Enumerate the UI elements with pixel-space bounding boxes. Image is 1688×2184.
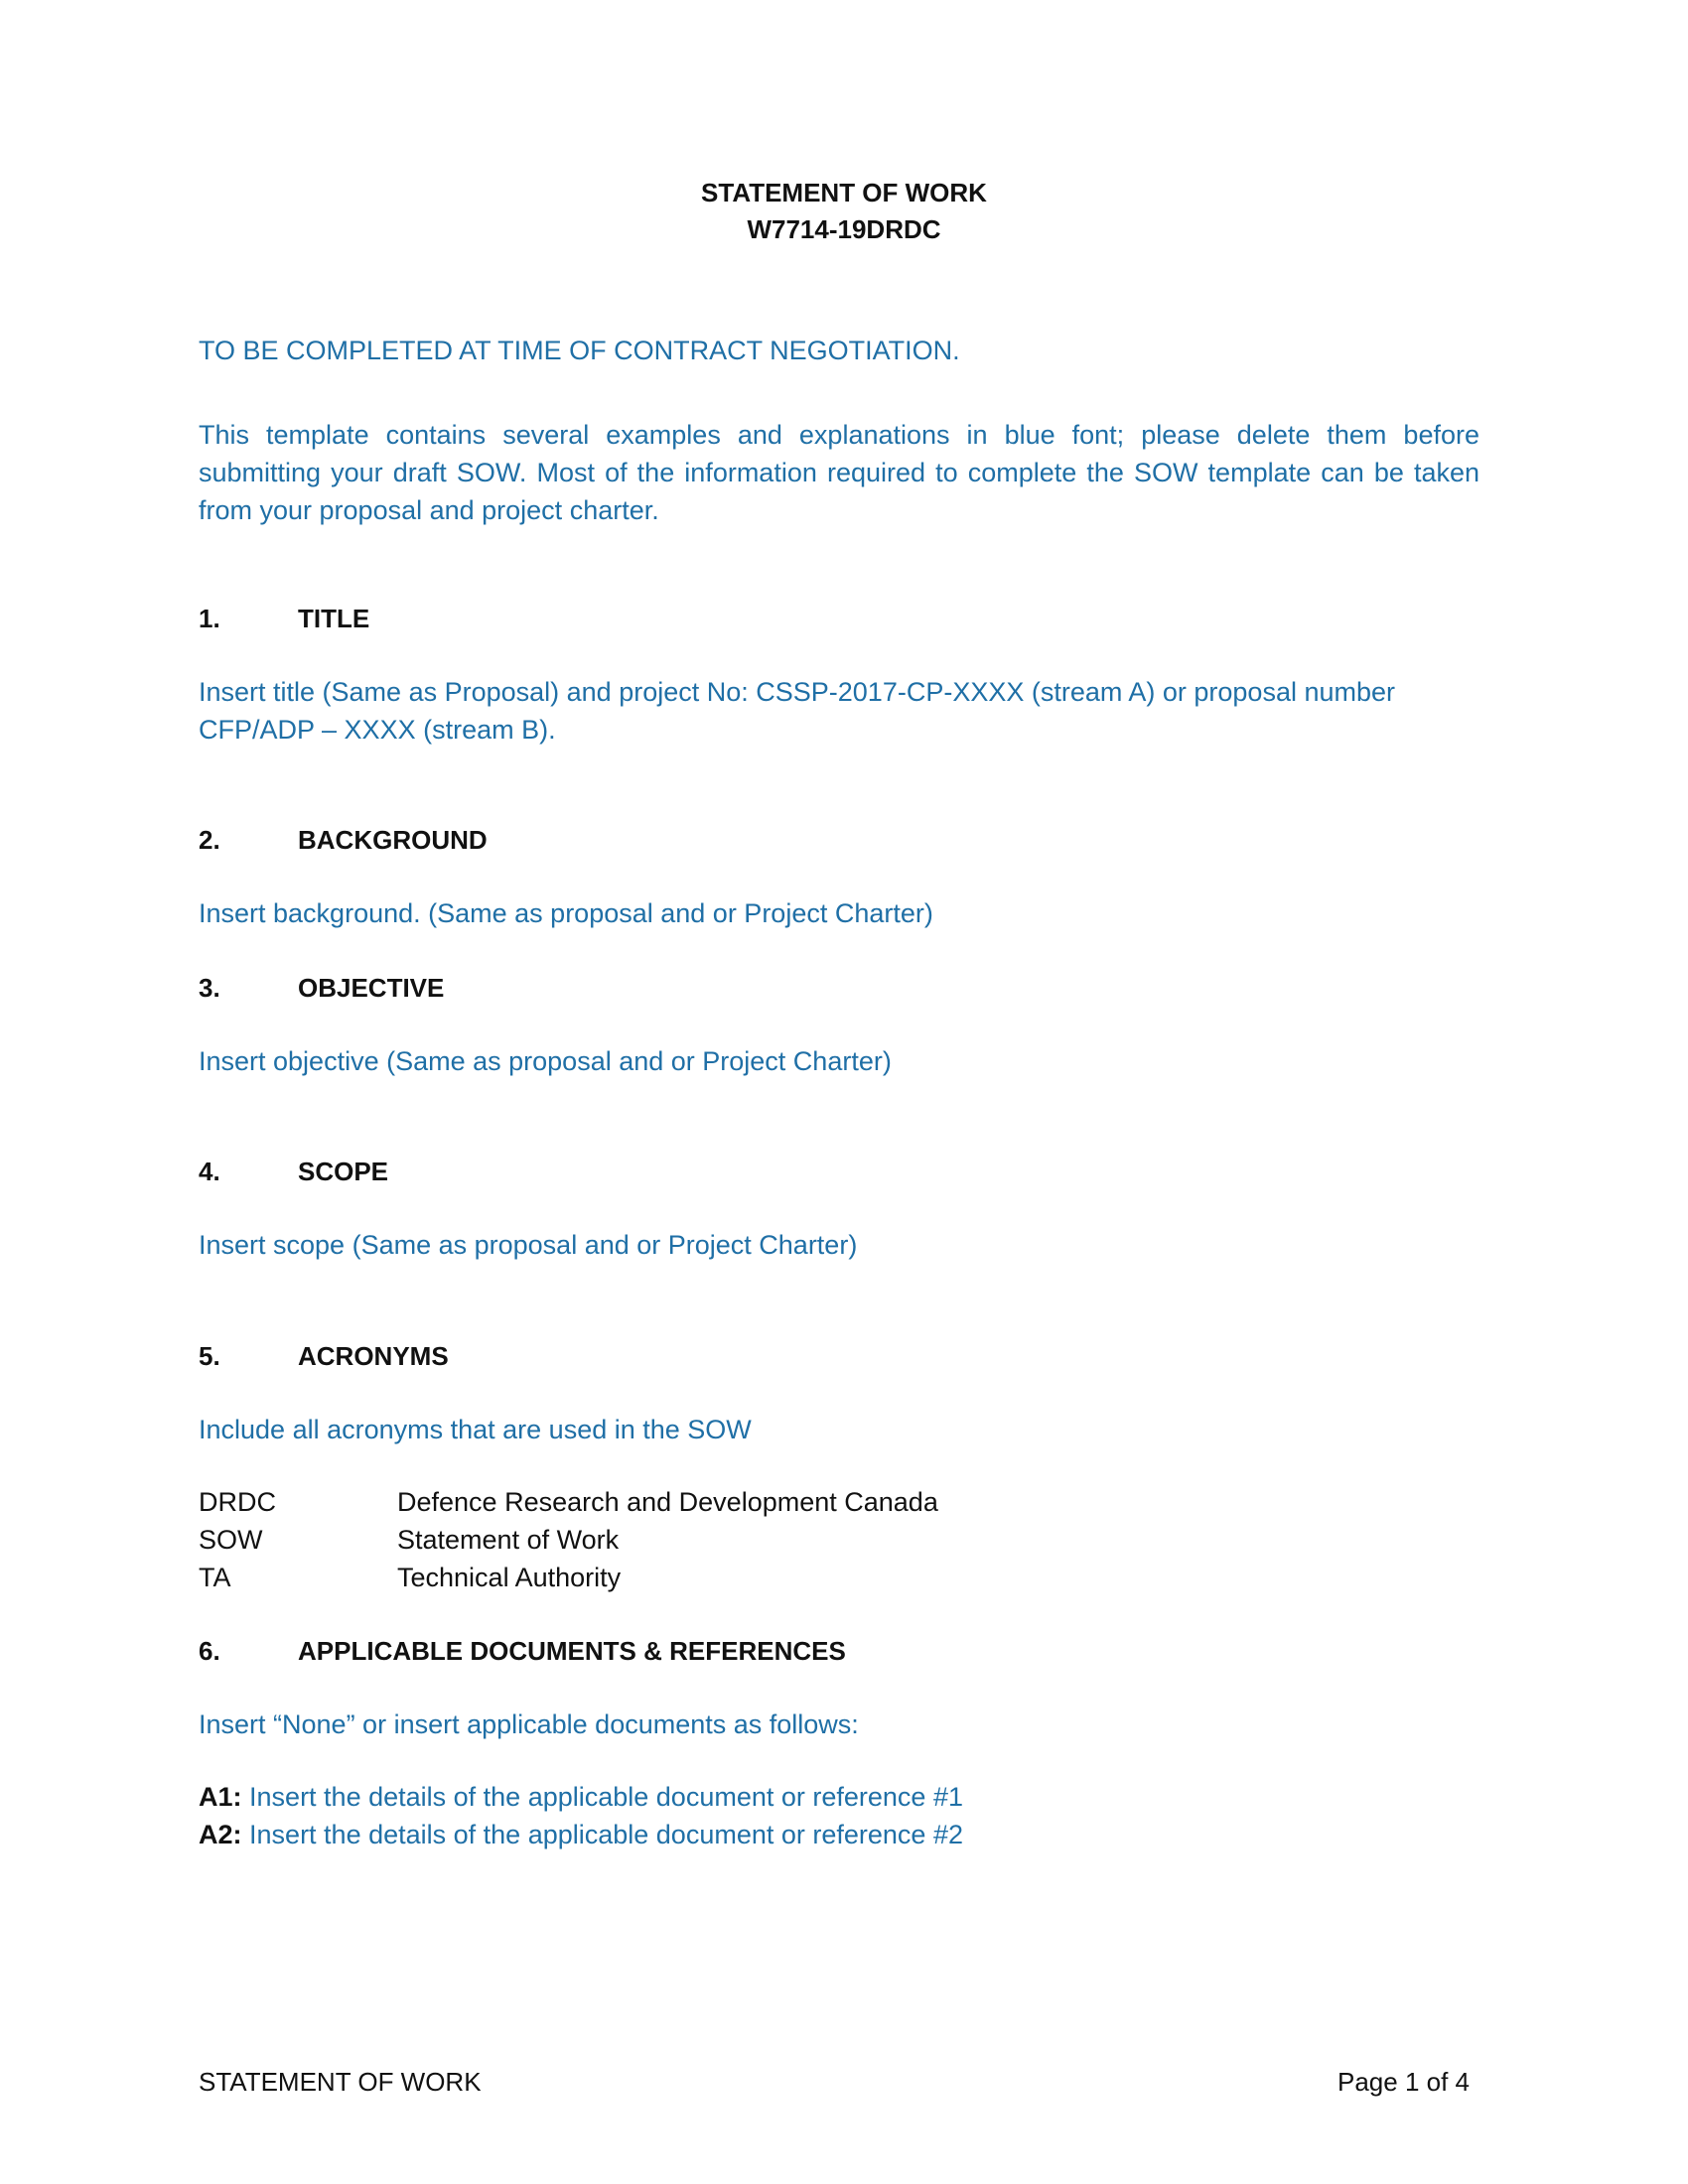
section-heading-background bbox=[199, 823, 488, 857]
section-title-text bbox=[199, 673, 1509, 749]
section-acronyms-text: Include all acronyms that are used in the SOW bbox=[199, 1415, 752, 1444]
acronym-meaning: Statement of Work bbox=[397, 1525, 620, 1555]
acronym-row bbox=[199, 1559, 938, 1596]
reference-label: A2: bbox=[199, 1820, 242, 1849]
acronym-meaning: Technical Authority bbox=[397, 1563, 622, 1592]
document-number: W7714-19DRDC bbox=[747, 214, 941, 244]
reference-label: A1: bbox=[199, 1782, 242, 1812]
section-heading-objective bbox=[199, 971, 444, 1005]
acronym-abbr: TA bbox=[199, 1563, 231, 1592]
acronym-abbr: SOW bbox=[199, 1525, 263, 1555]
reference-list bbox=[199, 1778, 963, 1853]
section-objective-text: Insert objective (Same as proposal and or Project Charter) bbox=[199, 1046, 892, 1076]
section-text-line: CFP/ADP – XXXX (stream B). bbox=[199, 715, 556, 745]
acronym-row bbox=[199, 1521, 938, 1559]
section-documents-text: Insert “None” or insert applicable documents as follows: bbox=[199, 1709, 859, 1739]
acronym-row bbox=[199, 1483, 938, 1521]
section-number: 2. bbox=[199, 825, 220, 855]
completion-notice: TO BE COMPLETED AT TIME OF CONTRACT NEGOTIATION. bbox=[199, 336, 960, 365]
section-heading-text: TITLE bbox=[298, 604, 370, 633]
reference-text: Insert the details of the applicable document or reference #2 bbox=[249, 1820, 963, 1849]
section-heading-title bbox=[199, 602, 369, 635]
section-heading-scope bbox=[199, 1155, 388, 1188]
section-heading-text: OBJECTIVE bbox=[298, 973, 445, 1003]
section-background-text: Insert background. (Same as proposal and or Project Charter) bbox=[199, 898, 933, 928]
section-heading-text: ACRONYMS bbox=[298, 1341, 449, 1371]
section-number: 4. bbox=[199, 1157, 220, 1186]
reference-row bbox=[199, 1778, 963, 1816]
section-heading-applicable-documents bbox=[199, 1634, 846, 1668]
document-title: STATEMENT OF WORK bbox=[701, 178, 987, 207]
section-heading-acronyms bbox=[199, 1339, 449, 1373]
section-scope-text: Insert scope (Same as proposal and or Project Charter) bbox=[199, 1230, 858, 1260]
footer-page-number: Page 1 of 4 bbox=[1337, 2067, 1470, 2097]
section-number: 1. bbox=[199, 604, 220, 633]
acronym-abbr: DRDC bbox=[199, 1487, 276, 1517]
section-text-line: Insert title (Same as Proposal) and project No: CSSP-2017-CP-XXXX (stream A) or proposal number bbox=[199, 677, 1396, 707]
section-number: 5. bbox=[199, 1341, 220, 1371]
section-heading-text: SCOPE bbox=[298, 1157, 389, 1186]
footer-document-title: STATEMENT OF WORK bbox=[199, 2067, 482, 2097]
acronym-meaning: Defence Research and Development Canada bbox=[397, 1487, 938, 1517]
reference-row bbox=[199, 1816, 963, 1853]
document-title-block bbox=[0, 175, 1688, 248]
section-number: 6. bbox=[199, 1636, 220, 1666]
intro-paragraph: This template contains several examples and explanations in blue font; please delete them before submitting your draft SOW. Most of the information required to complete the SOW template can be taken from your proposal and project charter. bbox=[199, 420, 1479, 525]
reference-text: Insert the details of the applicable document or reference #1 bbox=[249, 1782, 963, 1812]
acronym-list bbox=[199, 1483, 938, 1596]
section-number: 3. bbox=[199, 973, 220, 1003]
section-heading-text: BACKGROUND bbox=[298, 825, 488, 855]
section-heading-text: APPLICABLE DOCUMENTS & REFERENCES bbox=[298, 1636, 846, 1666]
